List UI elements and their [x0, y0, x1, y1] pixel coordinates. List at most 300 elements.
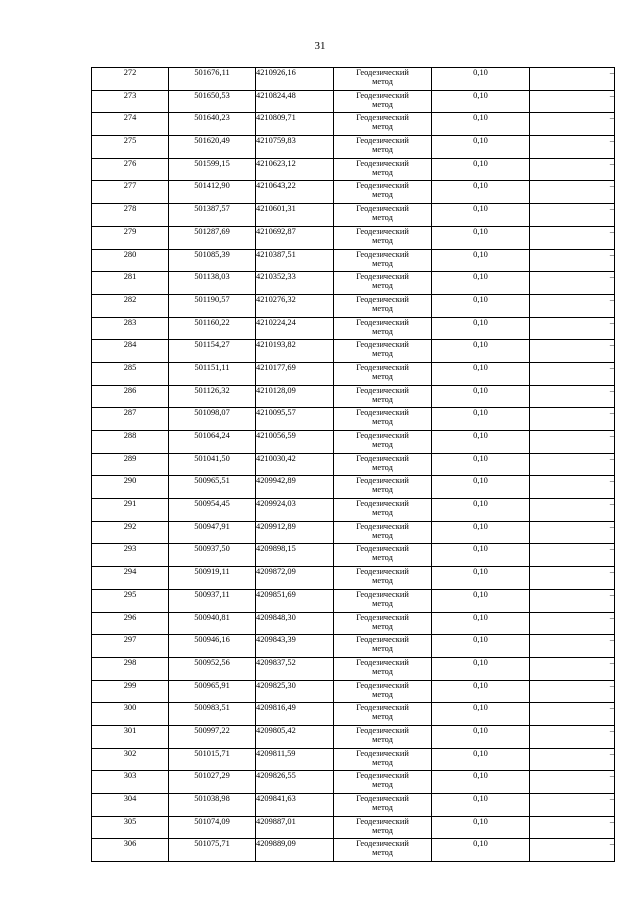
x-coordinate-cell: 501126,32 — [169, 385, 256, 408]
accuracy-cell: 0,10 — [432, 431, 530, 454]
accuracy-cell: 0,10 — [432, 703, 530, 726]
point-number-cell: 272 — [92, 68, 169, 91]
method-cell — [334, 68, 432, 91]
accuracy-cell: 0,10 — [432, 612, 530, 635]
method-line-1: Геодезический — [356, 249, 409, 259]
accuracy-cell: 0,10 — [432, 68, 530, 91]
method-cell — [334, 385, 432, 408]
method-line-1: Геодезический — [356, 204, 409, 214]
y-coordinate-cell: 4209805,42 — [256, 725, 334, 748]
method-line-2: метод — [372, 326, 393, 336]
method-cell — [334, 272, 432, 295]
accuracy-cell: 0,10 — [432, 816, 530, 839]
method-line-2: метод — [372, 530, 393, 540]
table-row — [92, 453, 615, 476]
y-coordinate-cell: 4209825,30 — [256, 680, 334, 703]
coordinates-table — [91, 67, 615, 862]
y-coordinate-cell: 4210387,51 — [256, 249, 334, 272]
method-cell — [334, 794, 432, 817]
method-cell — [334, 249, 432, 272]
point-number-cell: 274 — [92, 113, 169, 136]
table-row — [92, 431, 615, 454]
x-coordinate-cell: 501075,71 — [169, 839, 256, 862]
method-line-2: метод — [372, 281, 393, 291]
x-coordinate-cell: 501027,29 — [169, 771, 256, 794]
accuracy-cell: 0,10 — [432, 340, 530, 363]
method-line-2: метод — [372, 440, 393, 449]
method-line-1: Геодезический — [356, 226, 409, 236]
y-coordinate-cell: 4210224,24 — [256, 317, 334, 340]
table-row — [92, 158, 615, 181]
method-line-2: метод — [372, 462, 393, 472]
note-cell: – — [530, 340, 615, 363]
method-line-1: Геодезический — [356, 385, 409, 395]
method-line-1: Геодезический — [356, 294, 409, 304]
method-cell — [334, 544, 432, 567]
method-line-1: Геодезический — [356, 794, 409, 803]
method-cell — [334, 816, 432, 839]
method-cell — [334, 317, 432, 340]
note-cell: – — [530, 725, 615, 748]
note-cell: – — [530, 90, 615, 113]
coordinates-table-body — [92, 68, 615, 862]
note-cell: – — [530, 612, 615, 635]
point-number-cell: 275 — [92, 136, 169, 159]
point-number-cell: 290 — [92, 476, 169, 499]
x-coordinate-cell: 501064,24 — [169, 431, 256, 454]
method-line-1: Геодезический — [356, 340, 409, 350]
method-line-2: метод — [372, 349, 393, 359]
table-row — [92, 113, 615, 136]
method-line-2: метод — [372, 734, 393, 744]
method-line-1: Геодезический — [356, 453, 409, 463]
method-line-1: Геодезический — [356, 408, 409, 418]
table-row — [92, 612, 615, 635]
method-cell — [334, 725, 432, 748]
method-line-2: метод — [372, 666, 393, 676]
table-row — [92, 499, 615, 522]
point-number-cell: 301 — [92, 725, 169, 748]
note-cell: – — [530, 68, 615, 91]
x-coordinate-cell: 501098,07 — [169, 408, 256, 431]
method-line-1: Геодезический — [356, 362, 409, 372]
method-line-2: метод — [372, 122, 393, 132]
y-coordinate-cell: 4210926,16 — [256, 68, 334, 91]
method-line-2: метод — [372, 598, 393, 608]
note-cell: – — [530, 113, 615, 136]
note-cell: – — [530, 408, 615, 431]
y-coordinate-cell: 4210623,12 — [256, 158, 334, 181]
method-line-1: Геодезический — [356, 431, 409, 440]
note-cell: – — [530, 680, 615, 703]
method-line-1: Геодезический — [356, 317, 409, 327]
method-cell — [334, 204, 432, 227]
method-line-1: Геодезический — [356, 657, 409, 667]
table-row — [92, 385, 615, 408]
method-line-2: метод — [372, 644, 393, 654]
note-cell: – — [530, 703, 615, 726]
table-row — [92, 794, 615, 817]
method-line-1: Геодезический — [356, 816, 409, 826]
x-coordinate-cell: 500946,16 — [169, 635, 256, 658]
x-coordinate-cell: 500954,45 — [169, 499, 256, 522]
x-coordinate-cell: 500937,50 — [169, 544, 256, 567]
table-row — [92, 136, 615, 159]
note-cell: – — [530, 521, 615, 544]
table-row — [92, 294, 615, 317]
method-line-1: Геодезический — [356, 680, 409, 690]
table-row — [92, 226, 615, 249]
note-cell: – — [530, 136, 615, 159]
x-coordinate-cell: 501676,11 — [169, 68, 256, 91]
y-coordinate-cell: 4210809,71 — [256, 113, 334, 136]
accuracy-cell: 0,10 — [432, 567, 530, 590]
method-line-2: метод — [372, 213, 393, 223]
x-coordinate-cell: 501015,71 — [169, 748, 256, 771]
note-cell: – — [530, 476, 615, 499]
note-cell: – — [530, 272, 615, 295]
method-line-1: Геодезический — [356, 567, 409, 577]
method-line-2: метод — [372, 145, 393, 155]
method-line-1: Геодезический — [356, 635, 409, 645]
point-number-cell: 305 — [92, 816, 169, 839]
method-line-1: Геодезический — [356, 839, 409, 849]
accuracy-cell: 0,10 — [432, 748, 530, 771]
x-coordinate-cell: 501620,49 — [169, 136, 256, 159]
note-cell: – — [530, 544, 615, 567]
note-cell: – — [530, 385, 615, 408]
x-coordinate-cell: 501650,53 — [169, 90, 256, 113]
method-cell — [334, 181, 432, 204]
point-number-cell: 292 — [92, 521, 169, 544]
x-coordinate-cell: 501154,27 — [169, 340, 256, 363]
note-cell: – — [530, 635, 615, 658]
y-coordinate-cell: 4209851,69 — [256, 589, 334, 612]
method-cell — [334, 453, 432, 476]
point-number-cell: 297 — [92, 635, 169, 658]
page-number: 31 — [314, 40, 326, 52]
table-row — [92, 839, 615, 862]
note-cell: – — [530, 589, 615, 612]
x-coordinate-cell: 501151,11 — [169, 362, 256, 385]
x-coordinate-cell: 501640,23 — [169, 113, 256, 136]
method-cell — [334, 476, 432, 499]
method-line-2: метод — [372, 235, 393, 245]
point-number-cell: 288 — [92, 431, 169, 454]
y-coordinate-cell: 4210759,83 — [256, 136, 334, 159]
method-line-1: Геодезический — [356, 181, 409, 191]
method-line-2: метод — [372, 553, 393, 563]
table-row — [92, 249, 615, 272]
x-coordinate-cell: 500940,81 — [169, 612, 256, 635]
x-coordinate-cell: 500947,91 — [169, 521, 256, 544]
method-line-1: Геодезический — [356, 544, 409, 554]
note-cell: – — [530, 294, 615, 317]
y-coordinate-cell: 4209912,89 — [256, 521, 334, 544]
method-line-1: Геодезический — [356, 113, 409, 123]
method-line-2: метод — [372, 508, 393, 518]
method-line-2: метод — [372, 576, 393, 586]
method-line-1: Геодезический — [356, 703, 409, 713]
accuracy-cell: 0,10 — [432, 521, 530, 544]
method-line-2: метод — [372, 621, 393, 631]
point-number-cell: 276 — [92, 158, 169, 181]
method-cell — [334, 748, 432, 771]
y-coordinate-cell: 4209848,30 — [256, 612, 334, 635]
point-number-cell: 298 — [92, 657, 169, 680]
x-coordinate-cell: 501599,15 — [169, 158, 256, 181]
method-line-1: Геодезический — [356, 499, 409, 509]
note-cell: – — [530, 453, 615, 476]
method-cell — [334, 589, 432, 612]
method-line-1: Геодезический — [356, 521, 409, 531]
method-line-2: метод — [372, 780, 393, 790]
point-number-cell: 296 — [92, 612, 169, 635]
point-number-cell: 293 — [92, 544, 169, 567]
table-row — [92, 362, 615, 385]
method-cell — [334, 499, 432, 522]
point-number-cell: 278 — [92, 204, 169, 227]
note-cell: – — [530, 226, 615, 249]
method-line-2: метод — [372, 848, 393, 858]
point-number-cell: 302 — [92, 748, 169, 771]
table-row — [92, 408, 615, 431]
x-coordinate-cell: 500983,51 — [169, 703, 256, 726]
point-number-cell: 279 — [92, 226, 169, 249]
method-cell — [334, 340, 432, 363]
y-coordinate-cell: 4210824,48 — [256, 90, 334, 113]
method-line-2: метод — [372, 167, 393, 177]
x-coordinate-cell: 500965,91 — [169, 680, 256, 703]
accuracy-cell: 0,10 — [432, 771, 530, 794]
y-coordinate-cell: 4210276,32 — [256, 294, 334, 317]
method-line-1: Геодезический — [356, 589, 409, 599]
y-coordinate-cell: 4209898,15 — [256, 544, 334, 567]
method-line-2: метод — [372, 712, 393, 722]
y-coordinate-cell: 4209816,49 — [256, 703, 334, 726]
method-line-2: метод — [372, 99, 393, 109]
method-cell — [334, 635, 432, 658]
x-coordinate-cell: 500919,11 — [169, 567, 256, 590]
accuracy-cell: 0,10 — [432, 408, 530, 431]
method-line-2: метод — [372, 303, 393, 313]
note-cell: – — [530, 204, 615, 227]
accuracy-cell: 0,10 — [432, 158, 530, 181]
accuracy-cell: 0,10 — [432, 113, 530, 136]
point-number-cell: 287 — [92, 408, 169, 431]
note-cell: – — [530, 362, 615, 385]
accuracy-cell: 0,10 — [432, 544, 530, 567]
method-line-1: Геодезический — [356, 748, 409, 758]
y-coordinate-cell: 4210177,69 — [256, 362, 334, 385]
accuracy-cell: 0,10 — [432, 136, 530, 159]
method-cell — [334, 680, 432, 703]
method-line-1: Геодезический — [356, 725, 409, 735]
method-cell — [334, 703, 432, 726]
y-coordinate-cell: 4209924,03 — [256, 499, 334, 522]
accuracy-cell: 0,10 — [432, 476, 530, 499]
method-cell — [334, 158, 432, 181]
note-cell: – — [530, 181, 615, 204]
method-cell — [334, 521, 432, 544]
accuracy-cell: 0,10 — [432, 385, 530, 408]
x-coordinate-cell: 501160,22 — [169, 317, 256, 340]
point-number-cell: 277 — [92, 181, 169, 204]
y-coordinate-cell: 4209887,01 — [256, 816, 334, 839]
accuracy-cell: 0,10 — [432, 725, 530, 748]
note-cell: – — [530, 748, 615, 771]
accuracy-cell: 0,10 — [432, 249, 530, 272]
y-coordinate-cell: 4209826,55 — [256, 771, 334, 794]
y-coordinate-cell: 4210643,22 — [256, 181, 334, 204]
method-cell — [334, 113, 432, 136]
accuracy-cell: 0,10 — [432, 635, 530, 658]
accuracy-cell: 0,10 — [432, 589, 530, 612]
accuracy-cell: 0,10 — [432, 362, 530, 385]
method-line-2: метод — [372, 394, 393, 404]
table-row — [92, 317, 615, 340]
method-line-2: метод — [372, 803, 393, 812]
note-cell: – — [530, 839, 615, 862]
y-coordinate-cell: 4210692,87 — [256, 226, 334, 249]
method-cell — [334, 657, 432, 680]
x-coordinate-cell: 500937,11 — [169, 589, 256, 612]
method-line-2: метод — [372, 485, 393, 495]
note-cell: – — [530, 657, 615, 680]
method-cell — [334, 136, 432, 159]
y-coordinate-cell: 4210095,57 — [256, 408, 334, 431]
accuracy-cell: 0,10 — [432, 272, 530, 295]
y-coordinate-cell: 4209811,59 — [256, 748, 334, 771]
table-row — [92, 272, 615, 295]
y-coordinate-cell: 4210128,09 — [256, 385, 334, 408]
method-line-1: Геодезический — [356, 68, 409, 77]
accuracy-cell: 0,10 — [432, 317, 530, 340]
x-coordinate-cell: 500952,56 — [169, 657, 256, 680]
accuracy-cell: 0,10 — [432, 839, 530, 862]
method-cell — [334, 408, 432, 431]
method-line-2: метод — [372, 371, 393, 381]
y-coordinate-cell: 4209889,09 — [256, 839, 334, 862]
accuracy-cell: 0,10 — [432, 499, 530, 522]
x-coordinate-cell: 501412,90 — [169, 181, 256, 204]
accuracy-cell: 0,10 — [432, 181, 530, 204]
table-row — [92, 771, 615, 794]
method-line-2: метод — [372, 77, 393, 86]
method-cell — [334, 294, 432, 317]
table-row — [92, 544, 615, 567]
point-number-cell: 280 — [92, 249, 169, 272]
point-number-cell: 291 — [92, 499, 169, 522]
accuracy-cell: 0,10 — [432, 657, 530, 680]
table-row — [92, 567, 615, 590]
y-coordinate-cell: 4210193,82 — [256, 340, 334, 363]
method-line-2: метод — [372, 825, 393, 835]
point-number-cell: 304 — [92, 794, 169, 817]
method-line-1: Геодезический — [356, 476, 409, 486]
accuracy-cell: 0,10 — [432, 204, 530, 227]
x-coordinate-cell: 500997,22 — [169, 725, 256, 748]
x-coordinate-cell: 501038,98 — [169, 794, 256, 817]
point-number-cell: 282 — [92, 294, 169, 317]
y-coordinate-cell: 4210030,42 — [256, 453, 334, 476]
x-coordinate-cell: 501085,39 — [169, 249, 256, 272]
method-line-2: метод — [372, 258, 393, 268]
table-row — [92, 181, 615, 204]
point-number-cell: 303 — [92, 771, 169, 794]
method-line-2: метод — [372, 757, 393, 767]
x-coordinate-cell: 501074,09 — [169, 816, 256, 839]
point-number-cell: 273 — [92, 90, 169, 113]
note-cell: – — [530, 771, 615, 794]
method-cell — [334, 771, 432, 794]
point-number-cell: 299 — [92, 680, 169, 703]
y-coordinate-cell: 4210601,31 — [256, 204, 334, 227]
point-number-cell: 289 — [92, 453, 169, 476]
method-cell — [334, 90, 432, 113]
method-cell — [334, 226, 432, 249]
method-cell — [334, 839, 432, 862]
method-cell — [334, 362, 432, 385]
method-line-1: Геодезический — [356, 90, 409, 100]
note-cell: – — [530, 794, 615, 817]
note-cell: – — [530, 249, 615, 272]
point-number-cell: 284 — [92, 340, 169, 363]
table-row — [92, 476, 615, 499]
accuracy-cell: 0,10 — [432, 453, 530, 476]
table-row — [92, 204, 615, 227]
point-number-cell: 306 — [92, 839, 169, 862]
note-cell: – — [530, 317, 615, 340]
table-row — [92, 589, 615, 612]
method-line-2: метод — [372, 417, 393, 427]
y-coordinate-cell: 4209942,89 — [256, 476, 334, 499]
note-cell: – — [530, 499, 615, 522]
x-coordinate-cell: 501041,50 — [169, 453, 256, 476]
point-number-cell: 285 — [92, 362, 169, 385]
table-row — [92, 725, 615, 748]
accuracy-cell: 0,10 — [432, 90, 530, 113]
x-coordinate-cell: 501190,57 — [169, 294, 256, 317]
method-line-2: метод — [372, 689, 393, 699]
y-coordinate-cell: 4209837,52 — [256, 657, 334, 680]
point-number-cell: 281 — [92, 272, 169, 295]
method-cell — [334, 612, 432, 635]
note-cell: – — [530, 158, 615, 181]
note-cell: – — [530, 816, 615, 839]
y-coordinate-cell: 4209841,63 — [256, 794, 334, 817]
accuracy-cell: 0,10 — [432, 680, 530, 703]
point-number-cell: 283 — [92, 317, 169, 340]
y-coordinate-cell: 4209872,09 — [256, 567, 334, 590]
accuracy-cell: 0,10 — [432, 294, 530, 317]
method-cell — [334, 567, 432, 590]
note-cell: – — [530, 431, 615, 454]
method-line-1: Геодезический — [356, 136, 409, 146]
accuracy-cell: 0,10 — [432, 794, 530, 817]
table-row — [92, 657, 615, 680]
y-coordinate-cell: 4210352,33 — [256, 272, 334, 295]
table-row — [92, 635, 615, 658]
table-row — [92, 90, 615, 113]
method-line-1: Геодезический — [356, 158, 409, 168]
accuracy-cell: 0,10 — [432, 226, 530, 249]
point-number-cell: 294 — [92, 567, 169, 590]
table-row — [92, 68, 615, 91]
point-number-cell: 295 — [92, 589, 169, 612]
method-line-1: Геодезический — [356, 612, 409, 622]
table-row — [92, 703, 615, 726]
